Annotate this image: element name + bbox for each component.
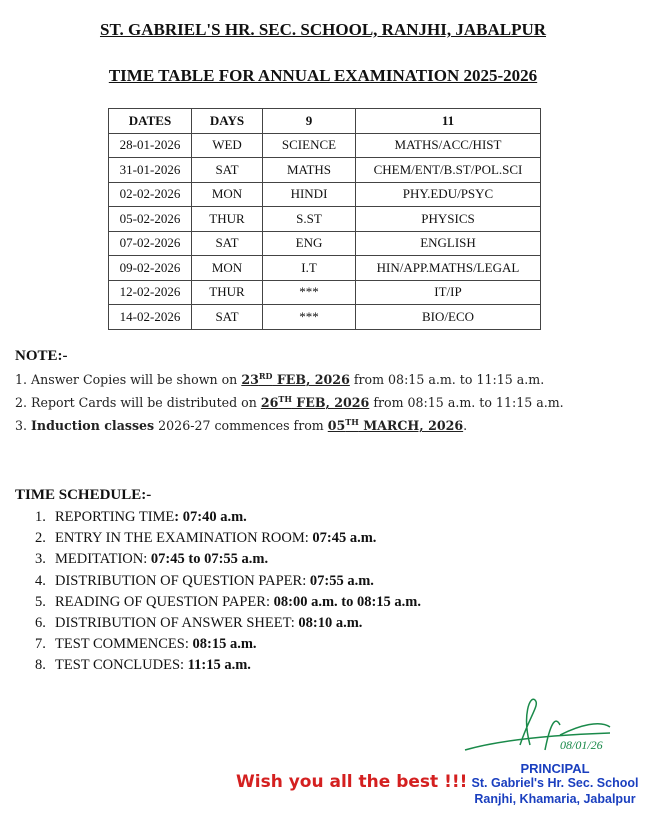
table-cell: ***: [263, 305, 356, 330]
table-cell: 14-02-2026: [109, 305, 192, 330]
header-dates: DATES: [109, 109, 192, 134]
schedule-item: [35, 509, 247, 526]
item-time: 08:15 a.m.: [192, 636, 257, 653]
table-cell: THUR: [192, 280, 263, 305]
table-cell: IT/IP: [356, 280, 541, 305]
schedule-heading: TIME SCHEDULE:-: [15, 487, 152, 503]
exam-title: TIME TABLE FOR ANNUAL EXAMINATION 2025-2026: [108, 66, 538, 85]
table-cell: SAT: [192, 231, 263, 256]
table-cell: ***: [263, 280, 356, 305]
table-row: [109, 280, 541, 305]
table-cell: 31-01-2026: [109, 158, 192, 183]
table-row: [109, 305, 541, 330]
stamp-line-2: Ranjhi, Khamaria, Jabalpur: [474, 792, 636, 806]
table-cell: SCIENCE: [263, 133, 356, 158]
table-cell: HIN/APP.MATHS/LEGAL: [356, 256, 541, 281]
signature-date: 08/01/26: [560, 738, 603, 752]
item-label: DISTRIBUTION OF ANSWER SHEET:: [55, 615, 299, 631]
item-time: 07:45 a.m.: [312, 530, 377, 547]
table-row: [109, 231, 541, 256]
table-row: [109, 158, 541, 183]
item-time: 08:00 a.m. to 08:15 a.m.: [273, 593, 422, 610]
item-label: REPORTING TIME: [55, 509, 175, 525]
table-cell: PHY.EDU/PSYC: [356, 182, 541, 207]
table-cell: SAT: [192, 158, 263, 183]
schedule-item: [35, 657, 251, 674]
note-heading: NOTE:-: [15, 348, 68, 364]
header-days: DAYS: [192, 109, 263, 134]
item-number: 2.: [35, 530, 46, 547]
table-cell: MON: [192, 182, 263, 207]
item-time: 11:15 a.m.: [187, 657, 251, 674]
schedule-item: [35, 530, 376, 547]
stamp-line-1: St. Gabriel's Hr. Sec. School: [471, 776, 639, 790]
table-cell: 02-02-2026: [109, 182, 192, 207]
table-cell: MON: [192, 256, 263, 281]
item-number: 3.: [35, 551, 46, 568]
item-number: 8.: [35, 657, 46, 674]
table-cell: MATHS: [263, 158, 356, 183]
item-label: DISTRIBUTION OF QUESTION PAPER:: [55, 572, 310, 589]
item-number: 1.: [35, 509, 46, 525]
schedule-item: [35, 615, 362, 632]
note-1: 1. Answer Copies will be shown on 23RD FEB, 2026 from 08:15 a.m. to 11:15 a.m.: [15, 371, 545, 388]
stamp-title: PRINCIPAL: [520, 761, 590, 776]
table-cell: 28-01-2026: [109, 133, 192, 158]
header-class-9: 9: [263, 109, 356, 134]
item-time: 07:45 to 07:55 a.m.: [150, 551, 269, 568]
item-time: 08:10 a.m.: [298, 615, 363, 631]
schedule-item: [35, 594, 421, 611]
table-cell: CHEM/ENT/B.ST/POL.SCI: [356, 158, 541, 183]
item-number: 5.: [35, 593, 46, 610]
table-cell: SAT: [192, 305, 263, 330]
schedule-item: [35, 636, 257, 653]
item-number: 6.: [35, 615, 46, 631]
table-cell: 09-02-2026: [109, 256, 192, 281]
school-title: ST. GABRIEL'S HR. SEC. SCHOOL, RANJHI, JABALPUR: [99, 20, 547, 39]
note-2: 2. Report Cards will be distributed on 26TH FEB, 2026 from 08:15 a.m. to 11:15 a.m.: [15, 394, 564, 411]
header-class-11: 11: [356, 109, 541, 134]
table-cell: BIO/ECO: [356, 305, 541, 330]
table-cell: MATHS/ACC/HIST: [356, 133, 541, 158]
timetable: [108, 108, 541, 330]
wish-message: Wish you all the best !!!: [236, 772, 468, 792]
table-cell: 12-02-2026: [109, 280, 192, 305]
table-cell: ENGLISH: [356, 231, 541, 256]
item-number: 7.: [35, 636, 46, 653]
table-cell: WED: [192, 133, 263, 158]
table-row: [109, 207, 541, 232]
table-row: [109, 256, 541, 281]
table-cell: I.T: [263, 256, 356, 281]
table-cell: THUR: [192, 207, 263, 232]
item-time: : 07:40 a.m.: [174, 509, 247, 525]
table-cell: HINDI: [263, 182, 356, 207]
item-label: TEST CONCLUDES:: [55, 657, 188, 674]
item-time: 07:55 a.m.: [309, 572, 374, 589]
table-cell: 07-02-2026: [109, 231, 192, 256]
table-cell: ENG: [263, 231, 356, 256]
signature-icon: [460, 695, 640, 760]
item-label: MEDITATION:: [55, 551, 151, 568]
item-label: TEST COMMENCES:: [55, 636, 193, 653]
table-cell: 05-02-2026: [109, 207, 192, 232]
table-cell: S.ST: [263, 207, 356, 232]
item-number: 4.: [35, 572, 46, 589]
item-label: READING OF QUESTION PAPER:: [55, 593, 274, 610]
table-row: [109, 133, 541, 158]
schedule-item: [35, 551, 268, 568]
note-3: 3. Induction classes 2026-27 commences from 05TH MARCH, 2026.: [15, 417, 468, 434]
table-row: [109, 182, 541, 207]
table-cell: PHYSICS: [356, 207, 541, 232]
item-label: ENTRY IN THE EXAMINATION ROOM:: [55, 530, 313, 547]
schedule-item: [35, 573, 374, 590]
